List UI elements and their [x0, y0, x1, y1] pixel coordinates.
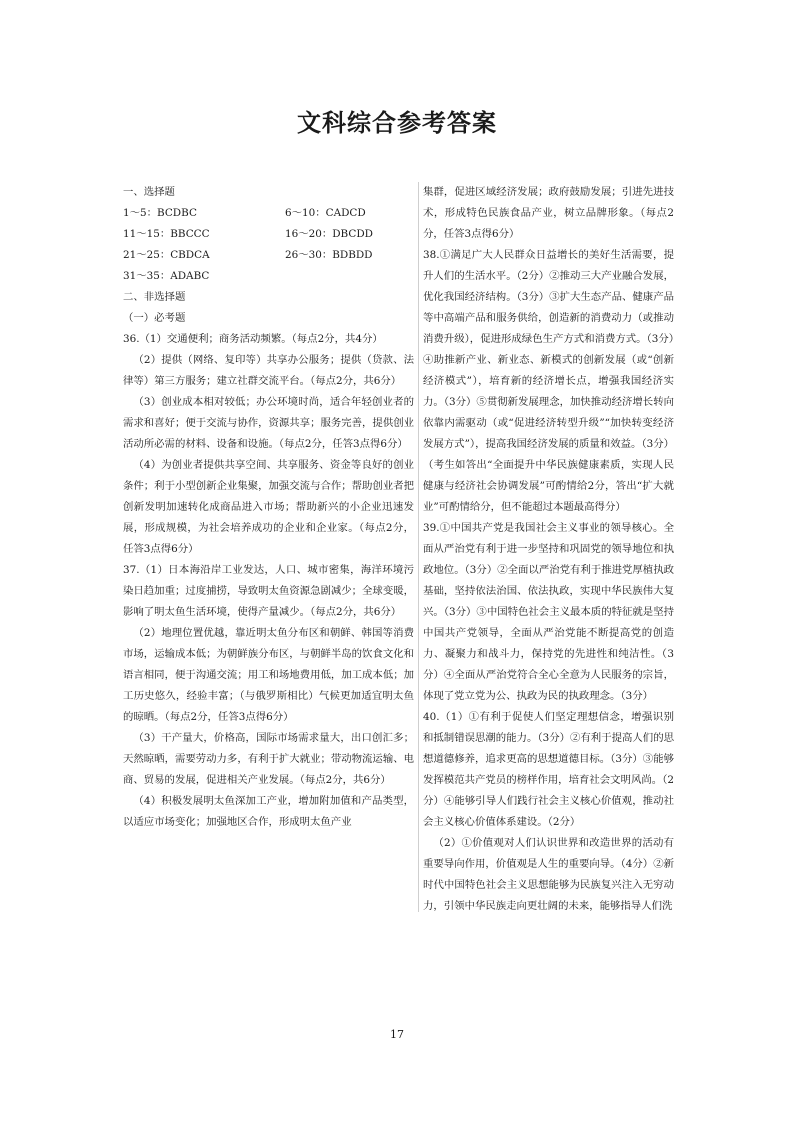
right-column: [423, 182, 674, 917]
answer-group: 16～20：DBCDD: [285, 228, 373, 240]
column-divider: [418, 182, 419, 912]
answer-group: 21～25：CBDCA: [123, 249, 210, 261]
section-heading: 一、选择题: [123, 186, 175, 198]
answer-group: 31～35：ADABC: [123, 270, 210, 282]
section-heading: 二、非选择题: [123, 291, 186, 303]
answer-paragraph: （2）①价值观对人们认识世界和改造世界的活动有重要导向作用，价值观是人生的重要向导。（4分）②新时代中国特色社会主义思想能够为民族复兴注入无穷动力，引领中华民族走向更壮阔的未来，能够指导人们洗: [423, 837, 674, 912]
subsection-heading: （一）必考题: [123, 312, 186, 324]
answer-paragraph: 37.（1）日本海沿岸工业发达，人口、城市密集，海洋环境污染日趋加重；过度捕捞，导致明太鱼资源急剧减少；全球变暖，影响了明太鱼生活环境，使得产量减少。（每点2分，共6分）: [123, 564, 414, 618]
answer-group: 1～5：BCDBC: [123, 207, 197, 219]
answer-row: [123, 224, 414, 245]
answer-paragraph: （4）积极发展明太鱼深加工产业，增加附加值和产品类型，以适应市场变化；加强地区合作，形成明太鱼产业: [123, 795, 414, 828]
answer-paragraph: （2）提供（网络、复印等）共享办公服务；提供（贷款、法律等）第三方服务；建立社群交流平台。（每点2分，共6分）: [123, 354, 414, 387]
answer-paragraph: （3）干产量大，价格高，国际市场需求量大，出口创汇多；天然晾晒，需要劳动力多，有利于扩大就业；带动物流运输、电商、贸易的发展，促进相关产业发展。（每点2分，共6分）: [123, 732, 414, 786]
left-column: [123, 182, 414, 833]
answer-paragraph: 39.①中国共产党是我国社会主义事业的领导核心。全面从严治党有利于进一步坚持和巩固党的领导地位和执政地位。（3分）②全面以严治党有利于推进党厚植执政基础，坚持依法治国、依法执政，实现中华民族伟大复兴。（3分）③中国特色社会主义最本质的特征就是坚持中国共产党领导，全面从严治党能不断提高党的创造力、凝聚力和战斗力，保持党的先进性和纯洁性。（3分）④全面从严治党符合全心全意为人民服务的宗旨，体现了党立党为公、执政为民的执政理念。（3分）: [423, 522, 674, 702]
page-title: 文科综合参考答案: [297, 108, 497, 137]
answer-paragraph: 集群，促进区域经济发展；政府鼓励发展；引进先进技术，形成特色民族食品产业，树立品牌形象。（每点2分，任答3点得6分）: [423, 186, 674, 240]
answer-row: [123, 245, 414, 266]
answer-paragraph: 38.①满足广大人民群众日益增长的美好生活需要，提升人们的生活水平。（2分）②推动三大产业融合发展，优化我国经济结构。（3分）③扩大生态产品、健康产品等中高端产品和服务供给，创造新的消费动力（或推动消费升级），促进形成绿色生产方式和消费方式。（3分）④助推新产业、新业态、新模式的创新发展（或“创新经济模式”），培育新的经济增长点，增强我国经济实力。（3分）⑤贯彻新发展理念，加快推动经济增长转向依靠内需驱动（或“促进经济转型升级”“加快转变经济发展方式”），提高我国经济发展的质量和效益。（3分）（考生如答出“全面提升中华民族健康素质，实现人民健康与经济社会协调发展”可酌情给2分，答出“扩大就业”可酌情给分，但不能超过本题最高得分）: [423, 249, 674, 513]
answer-paragraph: 36.（1）交通便利；商务活动频繁。（每点2分，共4分）: [123, 333, 383, 345]
answer-row: [123, 266, 414, 287]
answer-paragraph: （4）为创业者提供共享空间、共享服务、资金等良好的创业条件；利于小型创新企业集聚，加强交流与合作；帮助创业者把创新发明加速转化成商品进入市场；帮助新兴的小企业迅速发展，形成规模，为社会培养成功的企业和企业家。（每点2分，任答3点得6分）: [123, 459, 414, 555]
answer-paragraph: （3）创业成本相对较低；办公环境时尚，适合年轻创业者的需求和喜好；便于交流与协作，资源共享；服务完善，提供创业活动所必需的材料、设备和设施。（每点2分，任答3点得6分）: [123, 396, 414, 450]
answer-paragraph: 40.（1）①有利于促使人们坚定理想信念，增强识别和抵制错误思潮的能力。（3分）②有利于提高人们的思想道德修养，追求更高的思想道德目标。（3分）③能够发挥模范共产党员的榜样作用，培育社会文明风尚。（2分）④能够引导人们践行社会主义核心价值观，推动社会主义核心价值体系建设。（2分）: [423, 711, 674, 828]
answer-group: 26～30：BDBDD: [285, 249, 373, 261]
answer-group: 11～15：BBCCC: [123, 228, 210, 240]
answer-row: [123, 203, 414, 224]
answer-group: 6～10：CADCD: [285, 207, 366, 219]
page-number: 17: [390, 1028, 404, 1041]
answer-paragraph: （2）地理位置优越，靠近明太鱼分布区和朝鲜、韩国等消费市场，运输成本低；为朝鲜族分布区，与朝鲜半岛的饮食文化和语言相同，便于沟通交流；用工和场地费用低，加工成本低；加工历史悠久，经验丰富；（与俄罗斯相比）气候更加适宜明太鱼的晾晒。（每点2分，任答3点得6分）: [123, 627, 414, 723]
